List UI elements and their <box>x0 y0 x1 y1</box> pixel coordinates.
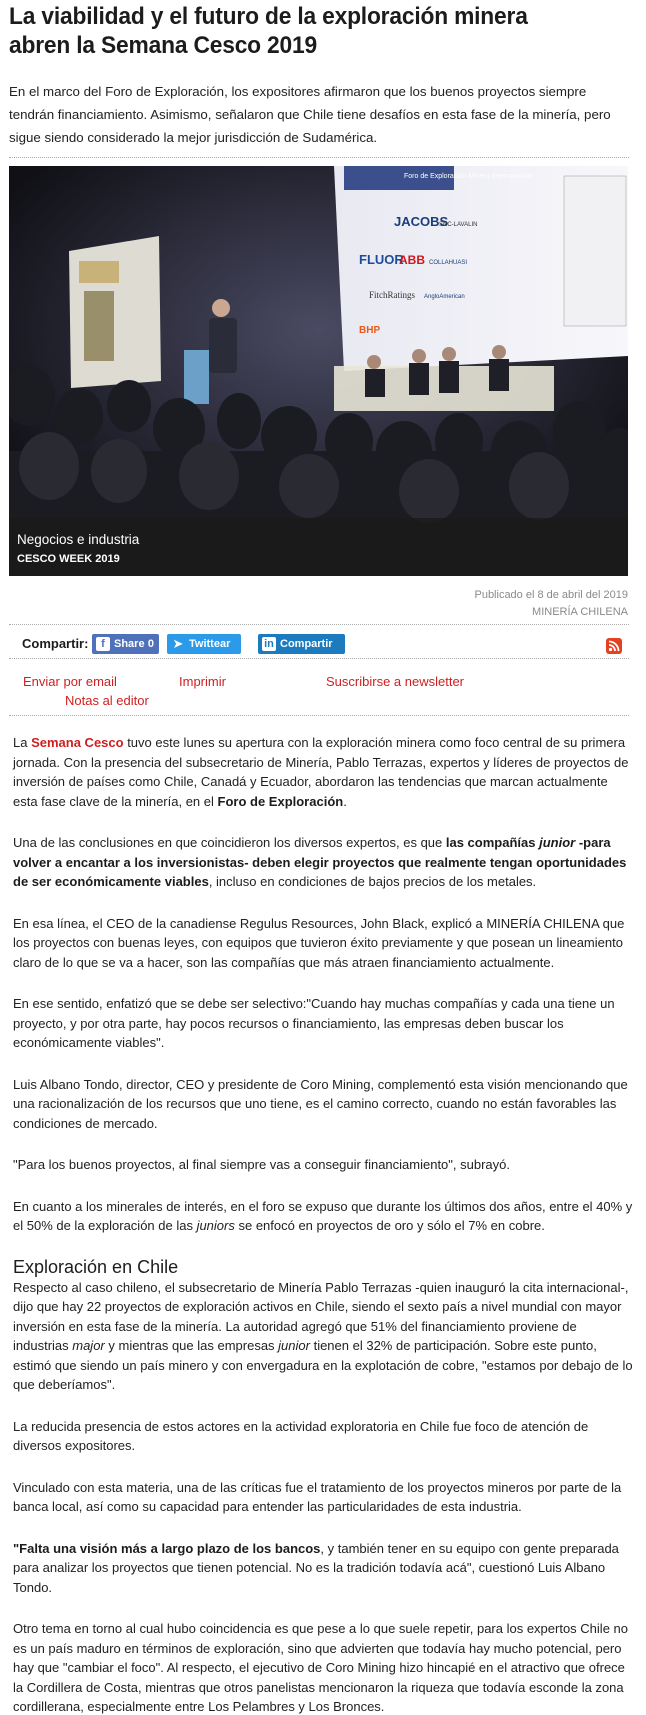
caption-tag: CESCO WEEK 2019 <box>17 553 120 565</box>
linkedin-share-label: Compartir <box>280 638 333 650</box>
divider <box>9 658 629 659</box>
paragraph: Otro tema en torno al cual hubo coincidencia es que pese a lo que suele repetir, para los expertos Chile no es un país maduro en términos de exploración, sino que advierten que todavía hay mucho potencial, pero hay que "cambiar el foco". Al respecto, el ejecutivo de Coro Mining hizo hincapié en el atractivo que ofrece la Cordillera de Costa, mientras que otros panelistas mencionaron la riqueza que todavía esconde la zona cordillerana, especialmente entre Los Pelambres y Los Bronces. <box>13 1621 628 1714</box>
twitter-bird-icon: ➤ <box>172 636 184 651</box>
paragraph: Respecto al caso chileno, el subsecretario de Minería Pablo Terrazas -quien inauguró la cita internacional-, dijo que hay 22 proyectos de exploración activos en Chile, siendo el sexto país a nivel mundial con mayor inversión en esta fase de la minería. La autoridad agregó que 51% del financiamiento proviene de industrias major y mientras que las empresas junior tienen el 32% de participación. Sobre este punto, estimó que siendo un país minero y con envergadura en la explotación de cobre, "estamos por debajo de lo que deberíamos". <box>13 1279 633 1392</box>
newsletter-link[interactable]: Suscribirse a newsletter <box>326 674 464 689</box>
paragraph: "Para los buenos proyectos, al final siempre vas a conseguir financiamiento", subrayó. <box>13 1157 510 1172</box>
caption-section: Negocios e industria <box>17 532 140 547</box>
paragraph: La Semana Cesco tuvo este lunes su apertura con la exploración minera como foco central de su primera jornada. Con la presencia del subsecretario de Minería, Pablo Terrazas, expertos y líderes de proyectos de inversión de países como Chile, Canadá y Ecuador, abordaron las tendencias que marcan actualmente esta fase clave de la minería, en el Foro de Exploración. <box>13 735 629 809</box>
share-bar <box>9 632 629 656</box>
facebook-share-count: 0 <box>147 638 154 650</box>
article-lead: En el marco del Foro de Exploración, los expositores afirmaron que los buenos proyectos siempre tendrán financiamiento. Asimismo, señalaron que Chile tiene desafíos en esta fase de la minería, pero sigue siendo considerado la mejor jurisdicción de Sudamérica. <box>9 84 611 145</box>
divider <box>9 715 629 716</box>
photo-caption <box>9 518 628 576</box>
article-actions <box>9 666 629 706</box>
screen-title: Foro de Exploración Minera Internacional <box>404 173 533 180</box>
paragraph: En cuanto a los minerales de interés, en el foro se expuso que durante los últimos dos años, entre el 40% y el 50% de la exploración de las juniors se enfocó en proyectos de oro y sólo el 7% en cobre. <box>13 1198 633 1233</box>
logo-jacobs: JACOBS <box>394 214 449 229</box>
article-body <box>13 733 635 1715</box>
logo-collahuasi: COLLAHUASI <box>429 260 468 266</box>
article-title: La viabilidad y el futuro de la exploración minera abren la Semana Cesco 2019 <box>9 3 528 59</box>
facebook-share-label: Share <box>114 638 145 650</box>
facebook-icon: f <box>96 637 110 651</box>
email-link[interactable]: Enviar por email <box>23 674 117 689</box>
paragraph: La reducida presencia de estos actores en la actividad exploratoria en Chile fue foco de atención de diversos expositores. <box>13 1418 589 1453</box>
paragraph: En ese sentido, enfatizó que se debe ser selectivo:"Cuando hay muchas compañías y cada una tiene un proyecto, y por otra parte, hay pocos recursos o financiamiento, las empresas deben buscar los económicamente viables". <box>13 996 615 1050</box>
semana-cesco-link[interactable]: Semana Cesco <box>31 735 124 750</box>
paragraph: En esa línea, el CEO de la canadiense Regulus Resources, John Black, explicó a MINERÍA CHILENA que los proyectos con buenas leyes, con equipos que tuvieron éxito previamente y que posean un lineamiento claro de lo que se va a hacer, son las compañías que más atraen financiamiento actualmente. <box>13 915 625 970</box>
article-photo[interactable] <box>9 166 628 576</box>
logo-anglo: AngloAmerican <box>424 294 465 300</box>
logo-abb: ABB <box>399 253 425 267</box>
section-heading: Exploración en Chile <box>13 1256 179 1277</box>
paragraph: Luis Albano Tondo, director, CEO y presidente de Coro Mining, complementó esta visión mencionando que una racionalización de los recursos que uno tiene, es el camino correcto, cuando no están favorables las condiciones de mercado. <box>13 1076 628 1131</box>
twitter-share-button[interactable] <box>167 634 241 654</box>
logo-snc: SNC-LAVALIN <box>439 222 478 228</box>
conference-photo <box>9 166 628 576</box>
facebook-share-button[interactable] <box>92 634 159 654</box>
divider <box>9 157 629 158</box>
linkedin-share-button[interactable] <box>258 634 345 654</box>
print-link[interactable]: Imprimir <box>179 674 226 689</box>
logo-fitch: FitchRatings <box>369 290 416 300</box>
rss-icon[interactable] <box>606 638 622 654</box>
publish-source: MINERÍA CHILENA <box>532 606 628 618</box>
paragraph: "Falta una visión más a largo plazo de los bancos, y también tener en su equipo con gente preparada para analizar los proyectos que tienen potencial. No es la tradición todavía acá", cuestionó Luis Albano Tondo. <box>13 1540 619 1595</box>
share-label: Compartir: <box>22 636 89 651</box>
editor-notes-link[interactable]: Notas al editor <box>65 693 149 708</box>
publish-date: Publicado el 8 de abril del 2019 <box>474 589 628 601</box>
logo-bhp: BHP <box>359 325 381 336</box>
logo-fluor: FLUOR <box>359 252 404 267</box>
linkedin-icon: in <box>262 637 276 651</box>
paragraph: Vinculado con esta materia, una de las críticas fue el tratamiento de los proyectos mineros por parte de la banca local, así como su capacidad para entender las particularidades de esta industria. <box>13 1479 622 1514</box>
twitter-share-label: Twittear <box>189 638 231 650</box>
paragraph: Una de las conclusiones en que coincidieron los diversos expertos, es que las compañías junior -para volver a encantar a los inversionistas- deben elegir proyectos que realmente tengan oportunidades de ser económicamente viables, incluso en condiciones de bajos precios de los metales. <box>13 835 627 889</box>
divider <box>9 624 629 625</box>
